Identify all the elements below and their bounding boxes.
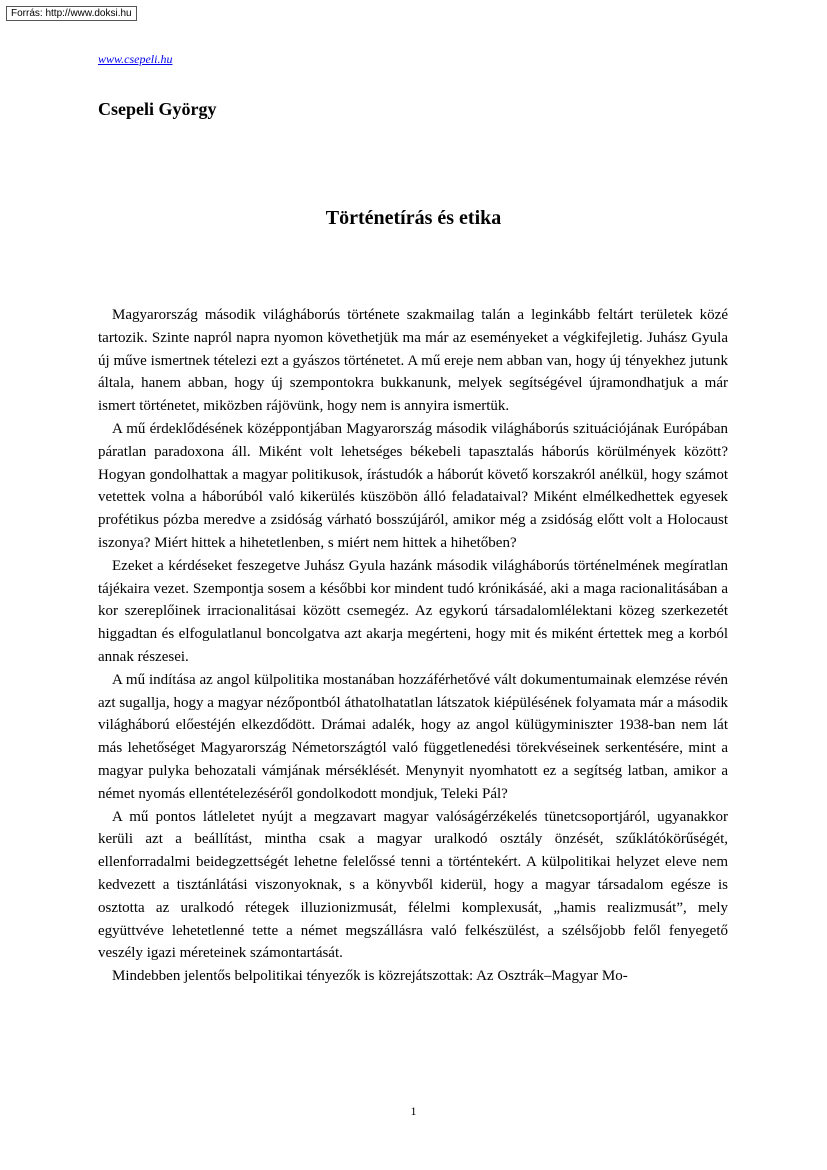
paragraph: A mű pontos látleletet nyújt a megzavart magyar valóságérzékelés tünetcsoportjáról, ugyanakkor kerüli azt a beállítást, mintha csak a magyar uralkodó osztály önzését, szűklátókörűségét, ellenforradalmi beidegzettségét lehetne felelőssé tenni a történtekért. A külpolitikai helyzet eleve nem kedvezett a tisztánlátási viszonyoknak, s a könyvből kiderül, hogy a magyar társadalom egésze is osztotta az uralkodó rétegek illuzionizmusát, félelmi komplexusát, „hamis realizmusát”, mely együttvéve lehetetlenné tette a német megszállásra való felkészülést, a szélsőjobb felől fenyegető veszély igazi méreteinek számontartását. — [98, 808, 728, 962]
paragraph: A mű indítása az angol külpolitika mostanában hozzáférhetővé vált dokumentumainak elemzése révén azt sugallja, hogy a magyar nézőpontból áthatolhatatlan látszatok kiépülésének folyamata már a második világháború előestéjén elkezdődött. Drámai adalék, hogy az angol külügyminiszter 1938-ban nem lát más lehetőséget Magyarország Németországtól való függetlenedési törekvéseinek serkentésére, mint a magyar pulyka behozatali vámjának mérséklését. Menynyit nyomhatott ez a segítség latban, amikor a német nyomás ellentételezéséről gondolkodott mondjuk, Teleki Pál? — [98, 671, 728, 802]
paragraph: A mű érdeklődésének középpontjában Magyarország második világháborús szituációjának Európában páratlan paradoxona áll. Miként volt lehetséges békebeli tapasztalás háborús körülmények között? Hogyan gondolhattak a magyar politikusok, írástudók a háborút követő korszakról anélkül, hogy számot vetettek volna a háborúból való kikerülés küszöbön álló feladataival? Miként elmélkedhettek egyesek profétikus pózba meredve a zsidóság várható bosszújáról, amikor még a zsidóság előtt volt a Holocaust iszonya? Miért hittek a hihetetlenben, s miért nem hittek a hihetőben? — [98, 420, 728, 551]
author-name: Csepeli György — [98, 99, 217, 119]
document-title: Történetírás és etika — [325, 207, 502, 229]
paragraph: Ezeket a kérdéseket feszegetve Juhász Gyula hazánk második világháborús történelmének megíratlan tájékaira vezet. Szempontja sosem a későbbi kor mindent tudó krónikásáé, aki a maga racionalitásában a kor szereplőinek irracionalitásai között csemegéz. Az egykorú társadalomlélektani közeg szerkezetét higgadtan és elfogulatlanul boncolgatva azt akarja megérteni, hogy mit és miként értettek meg a korból annak részesei. — [98, 557, 728, 665]
body-text — [98, 304, 728, 988]
paragraph: Mindebben jelentős belpolitikai tényezők is közrejátszottak: Az Osztrák–Magyar Mo- — [112, 968, 628, 985]
source-note: Forrás: http://www.doksi.hu — [6, 6, 137, 21]
paragraph: Magyarország második világháborús története szakmailag talán a leginkább feltárt területek közé tartozik. Szinte napról napra nyomon követhetjük ma már az eseményeket a végkifejletig. Juhász Gyula új műve ismertnek tételezi ezt a gyászos történetet. A mű ereje nem abban van, hogy új tényekhez jutunk általa, hanem abban, hogy új szempontokra bukkanunk, melyek segítségével újramondhatjuk a már ismert történetet, miközben rájövünk, hogy nem is annyira ismertük. — [98, 307, 728, 415]
site-link[interactable]: www.csepeli.hu — [98, 52, 173, 66]
page-number: 1 — [410, 1104, 417, 1118]
